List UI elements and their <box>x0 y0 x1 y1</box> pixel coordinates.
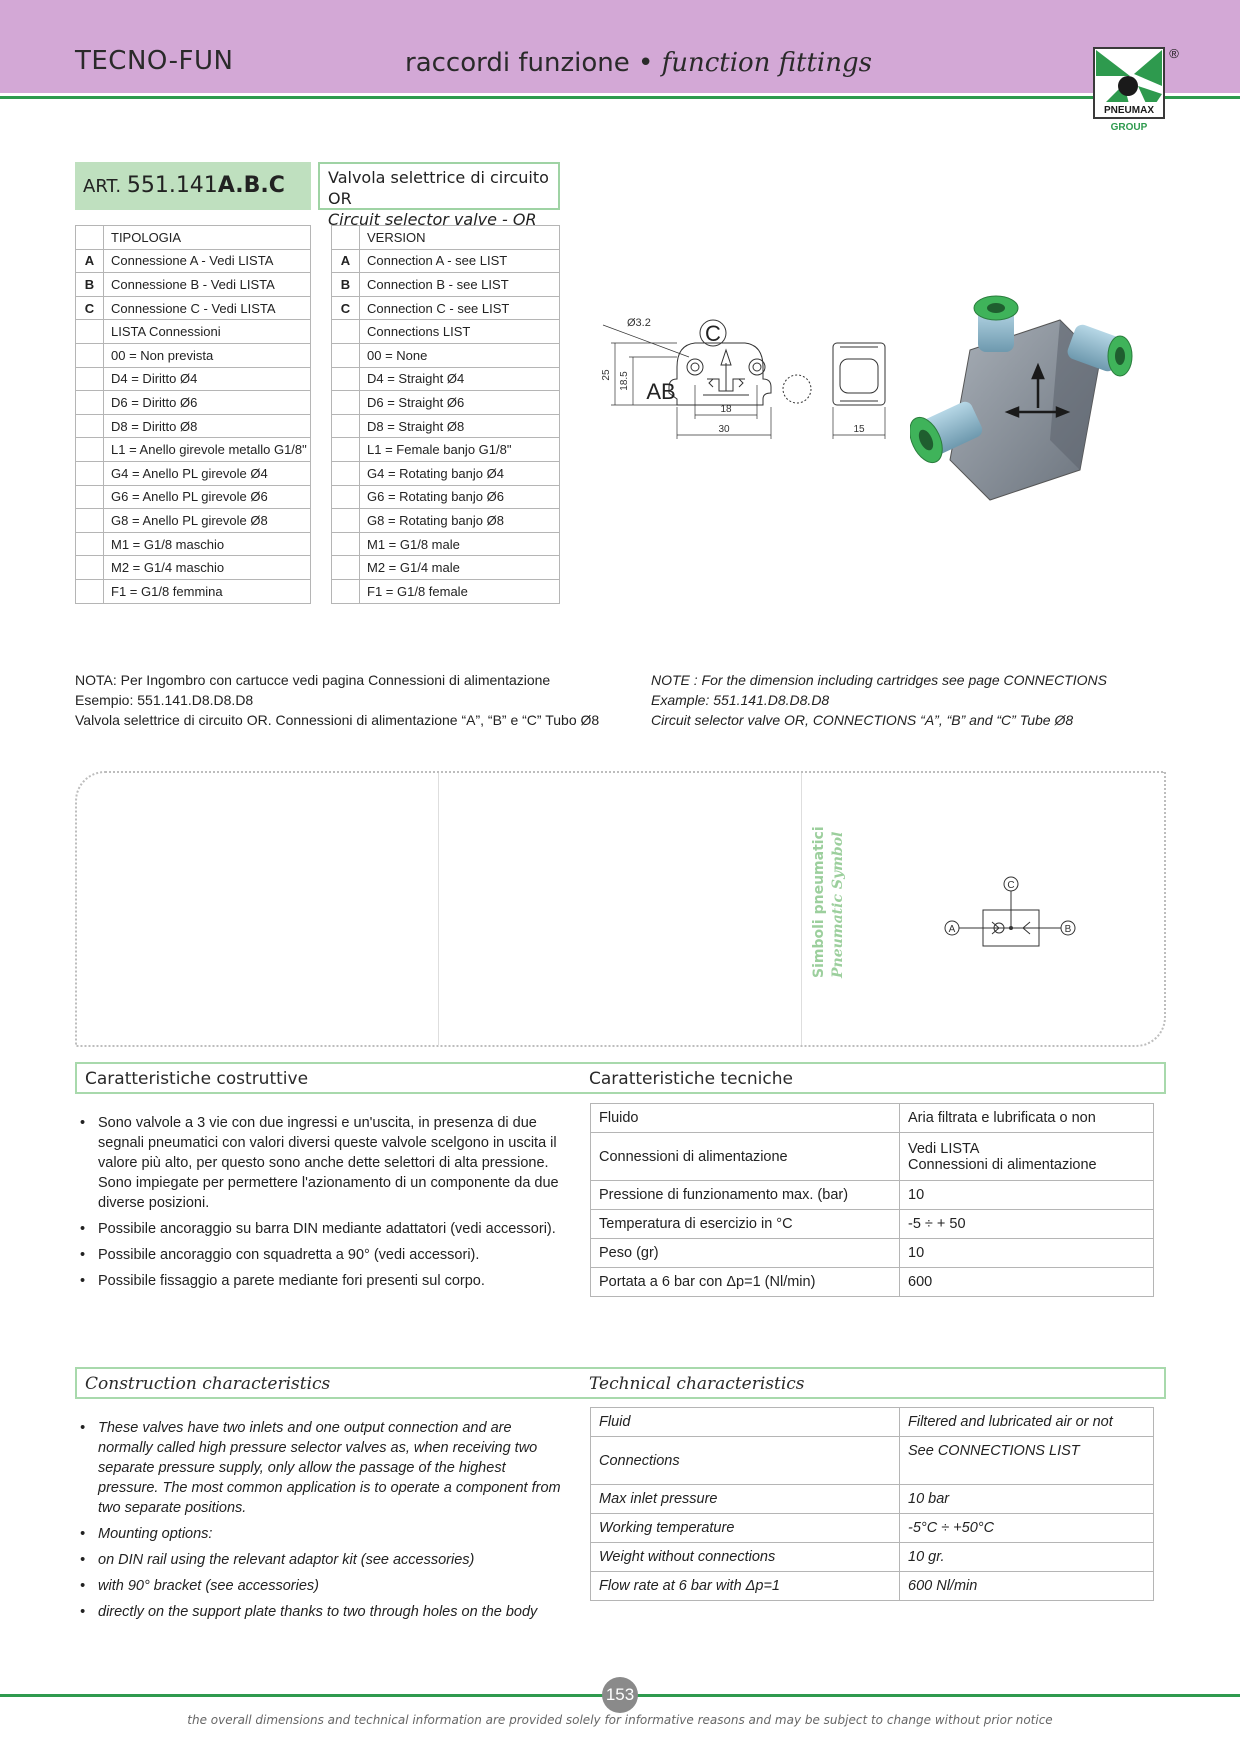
dimension-drawing <box>585 295 925 495</box>
code-key <box>76 226 104 250</box>
code-key <box>332 485 360 509</box>
code-key: B <box>332 273 360 297</box>
brand-name: TECNO-FUN <box>75 46 234 76</box>
code-key <box>76 461 104 485</box>
table-row <box>591 1408 1154 1437</box>
construction-list-en <box>80 1418 568 1628</box>
dim-width: 30 <box>718 424 730 435</box>
table-row <box>591 1268 1154 1297</box>
table-row <box>591 1572 1154 1601</box>
note-line: Valvola selettrice di circuito OR. Connessioni di alimentazione “A”, “B” e “C” Tubo Ø8 <box>75 712 600 728</box>
code-text: D8 = Diritto Ø8 <box>104 414 311 438</box>
symbol-port-b: B <box>1064 924 1072 935</box>
code-key: C <box>332 296 360 320</box>
codes-row <box>332 320 560 344</box>
code-text: D8 = Straight Ø8 <box>360 414 560 438</box>
code-text: L1 = Female banjo G1/8" <box>360 438 560 462</box>
note-line: NOTE : For the dimension including cartridges see page CONNECTIONS <box>651 672 1107 688</box>
code-text: Connessione C - Vedi LISTA <box>104 296 311 320</box>
spec-label: Peso (gr) <box>591 1239 900 1268</box>
logo-text: PNEUMAX <box>1103 105 1155 116</box>
codes-row <box>76 367 311 391</box>
symbol-port-a: A <box>948 924 956 935</box>
codes-row <box>332 414 560 438</box>
code-key <box>332 391 360 415</box>
code-text: Connection A - see LIST <box>360 249 560 273</box>
codes-header: TIPOLOGIA <box>104 226 311 250</box>
code-text: M1 = G1/8 maschio <box>104 532 311 556</box>
article-code-base: 551.141 <box>126 173 218 198</box>
spec-value-line: Vedi LISTA <box>908 1140 980 1157</box>
note-line: Esempio: 551.141.D8.D8.D8 <box>75 692 254 708</box>
section-title-technical: Technical characteristics <box>589 1374 805 1394</box>
article-title <box>318 162 560 229</box>
table-row <box>591 1514 1154 1543</box>
codes-row <box>76 532 311 556</box>
codes-row <box>76 296 311 320</box>
note-line: NOTA: Per Ingombro con cartucce vedi pagina Connessioni di alimentazione <box>75 672 551 688</box>
dim-height: 25 <box>601 369 612 381</box>
symbol-panel-label <box>810 826 848 978</box>
code-text: M2 = G1/4 maschio <box>104 556 311 580</box>
note-line: Example: 551.141.D8.D8.D8 <box>651 692 830 708</box>
codes-row <box>76 461 311 485</box>
table-row <box>591 1181 1154 1210</box>
pneumax-logo <box>1090 46 1180 132</box>
code-key <box>332 556 360 580</box>
code-key <box>332 343 360 367</box>
section-title-technical: Caratteristiche tecniche <box>589 1069 793 1089</box>
table-row <box>591 1543 1154 1572</box>
note-it <box>75 670 635 730</box>
code-text: G4 = Rotating banjo Ø4 <box>360 461 560 485</box>
section-title-construction: Construction characteristics <box>85 1374 331 1394</box>
codes-row <box>76 320 311 344</box>
codes-header: VERSION <box>360 226 560 250</box>
codes-row <box>76 579 311 603</box>
spec-value: 600 Nl/min <box>900 1572 1154 1601</box>
code-key <box>332 367 360 391</box>
codes-row <box>332 579 560 603</box>
spec-value: Filtered and lubricated air or not <box>900 1408 1154 1437</box>
code-text: Connessione A - Vedi LISTA <box>104 249 311 273</box>
spec-label: Connessioni di alimentazione <box>591 1133 900 1181</box>
pneumatic-symbol <box>940 874 1080 954</box>
dim-inner-height: 18.5 <box>619 371 630 391</box>
section-header-it <box>75 1062 1166 1094</box>
table-row <box>591 1133 1154 1181</box>
table-row <box>591 1104 1154 1133</box>
code-key: A <box>76 249 104 273</box>
footer-disclaimer: the overall dimensions and technical information are provided solely for informative reasons and may be subject to change without prior notice <box>187 1713 1053 1727</box>
code-text: G8 = Anello PL girevole Ø8 <box>104 509 311 533</box>
list-item: • directly on the support plate thanks to two through holes on the body <box>80 1602 568 1622</box>
codes-row <box>76 249 311 273</box>
spec-label: Flow rate at 6 bar with Δp=1 <box>591 1572 900 1601</box>
codes-row <box>76 273 311 297</box>
spec-value <box>900 1133 1154 1181</box>
codes-row <box>76 509 311 533</box>
code-text: 00 = None <box>360 343 560 367</box>
code-key <box>76 414 104 438</box>
symbol-label-en: Pneumatic Symbol <box>830 831 846 978</box>
code-key <box>76 509 104 533</box>
codes-row <box>332 367 560 391</box>
code-key <box>76 579 104 603</box>
dim-inner-width: 18 <box>720 404 732 415</box>
codes-row <box>332 391 560 415</box>
dim-depth: 15 <box>853 424 865 435</box>
code-key: B <box>76 273 104 297</box>
article-prefix: ART. <box>83 176 127 197</box>
code-text: M2 = G1/4 male <box>360 556 560 580</box>
subject-separator: • <box>629 48 662 78</box>
codes-row <box>76 414 311 438</box>
code-key <box>332 532 360 556</box>
codes-row <box>76 485 311 509</box>
list-item: • with 90° bracket (see accessories) <box>80 1576 568 1596</box>
title-it: Valvola selettrice di circuito OR <box>328 168 549 208</box>
list-item: • Sono valvole a 3 vie con due ingressi e un'uscita, in presenza di due segnali pneumatici con valori diversi queste valvole scelgono in uscita il valore più alto, per questo sono anche dette selettori di alta pressione. Sono impiegate per permettere l'azionamento di un componente da due diverse posizioni. <box>80 1113 568 1213</box>
codes-table-en <box>331 225 560 604</box>
section-header-en <box>75 1367 1166 1399</box>
codes-row <box>76 438 311 462</box>
codes-row <box>332 532 560 556</box>
code-text: G6 = Rotating banjo Ø6 <box>360 485 560 509</box>
code-key <box>76 532 104 556</box>
list-item: • Possibile ancoraggio con squadretta a 90° (vedi accessori). <box>80 1245 568 1265</box>
spec-label: Working temperature <box>591 1514 900 1543</box>
spec-label: Weight without connections <box>591 1543 900 1572</box>
note-line: Circuit selector valve OR, CONNECTIONS “A”, “B” and “C” Tube Ø8 <box>651 712 1074 728</box>
codes-row <box>332 485 560 509</box>
spec-value-line: Connessioni di alimentazione <box>908 1156 1097 1173</box>
specs-table-en <box>590 1407 1154 1601</box>
spec-value: 10 <box>900 1239 1154 1268</box>
panel-divider <box>801 773 802 1045</box>
code-key <box>332 320 360 344</box>
article-code-suffix: A.B.C <box>217 173 285 198</box>
code-text: D6 = Straight Ø6 <box>360 391 560 415</box>
codes-row <box>76 391 311 415</box>
code-text: M1 = G1/8 male <box>360 532 560 556</box>
codes-row <box>332 273 560 297</box>
codes-header-row <box>332 226 560 250</box>
codes-row <box>76 556 311 580</box>
list-item: • Mounting options: <box>80 1524 568 1544</box>
dim-hole: Ø3.2 <box>627 317 651 329</box>
spec-value: -5°C ÷ +50°C <box>900 1514 1154 1543</box>
code-text: L1 = Anello girevole metallo G1/8" <box>104 438 311 462</box>
subject-it: raccordi funzione <box>405 48 630 78</box>
product-image <box>910 290 1150 530</box>
list-item: • These valves have two inlets and one output connection and are normally called high pressure selector valves as, when receiving two separate pressure supply, only allow the passage of the highest pressure. The most common application is to operate a component from two separate positions. <box>80 1418 568 1518</box>
codes-row <box>332 296 560 320</box>
code-text: G6 = Anello PL girevole Ø6 <box>104 485 311 509</box>
code-text: F1 = G1/8 femmina <box>104 579 311 603</box>
code-text: D4 = Straight Ø4 <box>360 367 560 391</box>
subject-en: function fittings <box>661 48 872 78</box>
code-text: 00 = Non prevista <box>104 343 311 367</box>
spec-label: Connections <box>591 1437 900 1485</box>
code-key <box>76 343 104 367</box>
codes-row <box>332 438 560 462</box>
code-key <box>332 579 360 603</box>
port-ab-label: AB <box>646 379 676 404</box>
panel-divider <box>438 773 439 1045</box>
code-key <box>76 320 104 344</box>
code-key <box>76 556 104 580</box>
port-c-label: C <box>705 321 721 346</box>
code-key <box>332 414 360 438</box>
code-text: Connection C - see LIST <box>360 296 560 320</box>
code-key: A <box>332 249 360 273</box>
construction-list-it <box>80 1113 568 1297</box>
list-item: • Possibile ancoraggio su barra DIN mediante adattatori (vedi accessori). <box>80 1219 568 1239</box>
spec-label: Pressione di funzionamento max. (bar) <box>591 1181 900 1210</box>
code-key <box>76 438 104 462</box>
spec-value: 10 <box>900 1181 1154 1210</box>
code-text: G4 = Anello PL girevole Ø4 <box>104 461 311 485</box>
codes-row <box>332 343 560 367</box>
code-key <box>332 461 360 485</box>
code-text: Connections LIST <box>360 320 560 344</box>
code-text: F1 = G1/8 female <box>360 579 560 603</box>
spec-value: 10 gr. <box>900 1543 1154 1572</box>
symbol-port-c: C <box>1007 880 1015 891</box>
list-item: • on DIN rail using the relevant adaptor kit (see accessories) <box>80 1550 568 1570</box>
article-code <box>75 162 311 210</box>
codes-table-it <box>75 225 311 604</box>
header-rule <box>0 96 1240 99</box>
spec-label: Portata a 6 bar con Δp=1 (Nl/min) <box>591 1268 900 1297</box>
code-text: D6 = Diritto Ø6 <box>104 391 311 415</box>
note-en <box>651 670 1211 730</box>
table-row <box>591 1437 1154 1485</box>
table-row <box>591 1210 1154 1239</box>
spec-value: Aria filtrata e lubrificata o non <box>900 1104 1154 1133</box>
spec-value: -5 ÷ + 50 <box>900 1210 1154 1239</box>
section-title-construction: Caratteristiche costruttive <box>85 1069 309 1089</box>
spec-label: Max inlet pressure <box>591 1485 900 1514</box>
codes-row <box>332 461 560 485</box>
codes-row <box>332 509 560 533</box>
registered-mark: ® <box>1169 46 1179 61</box>
specs-table-it <box>590 1103 1154 1297</box>
code-text: Connessione B - Vedi LISTA <box>104 273 311 297</box>
code-text: LISTA Connessioni <box>104 320 311 344</box>
code-key: C <box>76 296 104 320</box>
page-subject <box>405 48 872 78</box>
spec-value: 10 bar <box>900 1485 1154 1514</box>
table-row <box>591 1239 1154 1268</box>
codes-header-row <box>76 226 311 250</box>
code-key <box>332 438 360 462</box>
code-text: D4 = Diritto Ø4 <box>104 367 311 391</box>
table-row <box>591 1485 1154 1514</box>
spec-label: Temperatura di esercizio in °C <box>591 1210 900 1239</box>
spec-value: 600 <box>900 1268 1154 1297</box>
codes-row <box>332 556 560 580</box>
codes-row <box>332 249 560 273</box>
logo-sub: GROUP <box>1110 122 1148 132</box>
title-en: Circuit selector valve - OR <box>328 210 537 229</box>
spec-value: See CONNECTIONS LIST <box>900 1437 1154 1485</box>
code-text: G8 = Rotating banjo Ø8 <box>360 509 560 533</box>
spec-label: Fluid <box>591 1408 900 1437</box>
page-number: 153 <box>602 1677 638 1713</box>
code-text: Connection B - see LIST <box>360 273 560 297</box>
list-item: • Possibile fissaggio a parete mediante fori presenti sul corpo. <box>80 1271 568 1291</box>
code-key <box>76 485 104 509</box>
symbol-label-it: Simboli pneumatici <box>811 826 827 978</box>
codes-row <box>76 343 311 367</box>
code-key <box>76 391 104 415</box>
code-key <box>332 226 360 250</box>
code-key <box>76 367 104 391</box>
spec-label: Fluido <box>591 1104 900 1133</box>
code-key <box>332 509 360 533</box>
